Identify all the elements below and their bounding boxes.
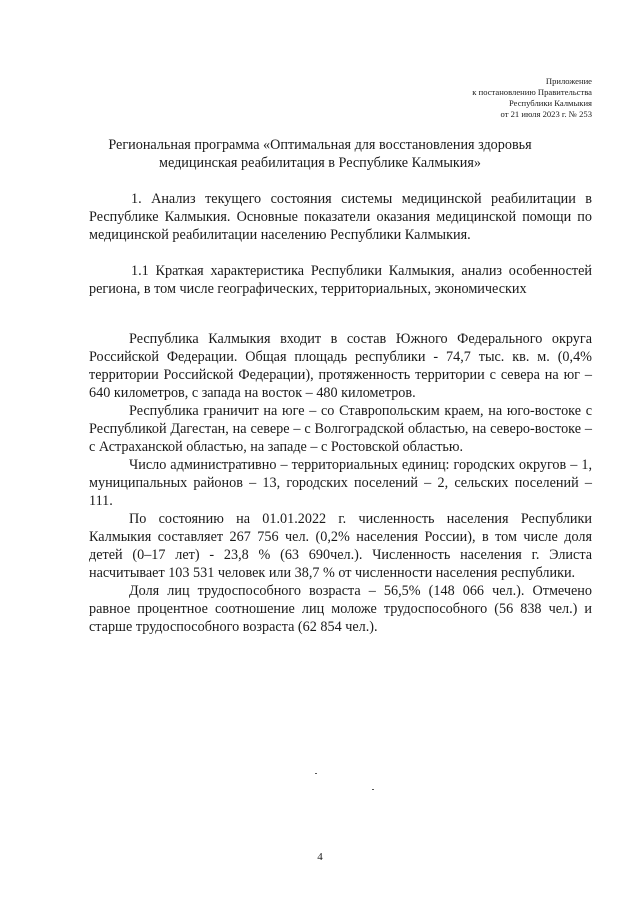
appendix-line: от 21 июля 2023 г. № 253	[500, 109, 592, 119]
title-line-1: Региональная программа «Оптимальная для восстановления здоровья	[108, 137, 532, 153]
section-1-heading: 1. Анализ текущего состояния системы медицинской реабилитации в Республике Калмыкия. Основные показатели оказания медицинской помощи по медицинской реабилитации населению Республики Калмыкия.	[89, 191, 592, 243]
paragraph: По состоянию на 01.01.2022 г. численность населения Республики Калмыкия составляет 267 756 чел. (0,2% населения России), в том числе доля детей (0–17 лет) - 23,8 % (63 690чел.). Численность населения г. Элиста насчитывает 103 531 человек или 38,7 % от численности населения республики.	[89, 511, 592, 581]
title-line-2: медицинская реабилитация в Республике Калмыкия»	[158, 155, 481, 171]
scan-speck	[315, 773, 317, 774]
paragraph: Число административно – территориальных единиц: городских округов – 1, муниципальных районов – 13, городских поселений – 2, сельских поселений – 111.	[89, 457, 592, 509]
page-number: 4	[317, 851, 323, 863]
document-title	[60, 136, 580, 172]
appendix-line: Приложение	[545, 76, 592, 86]
paragraph: Республика граничит на юге – со Ставропольским краем, на юго-востоке с Республикой Дагестан, на севере – с Волгоградской областью, на северо-востоке – с Астраханской областью, на западе – с Ростовской областью.	[89, 403, 592, 455]
body-text	[89, 330, 592, 636]
appendix-line: Республики Калмыкия	[509, 98, 592, 108]
paragraph: Республика Калмыкия входит в состав Южного Федерального округа Российской Федерации. Общая площадь республики - 74,7 тыс. кв. м. (0,4% территории Российской Федерации), протяженность территории с севера на юг – 640 километров, с запада на восток – 480 километров.	[89, 331, 592, 401]
scan-speck	[372, 789, 374, 790]
paragraph: Доля лиц трудоспособного возраста – 56,5% (148 066 чел.). Отмечено равное процентное соотношение лиц моложе трудоспособного (56 838 чел.) и старше трудоспособного возраста (62 854 чел.).	[89, 583, 592, 635]
section-1-1-heading: 1.1 Краткая характеристика Республики Калмыкия, анализ особенностей региона, в том числе географических, территориальных, экономических	[89, 263, 592, 297]
appendix-line: к постановлению Правительства	[472, 87, 592, 97]
appendix-header	[472, 76, 592, 120]
